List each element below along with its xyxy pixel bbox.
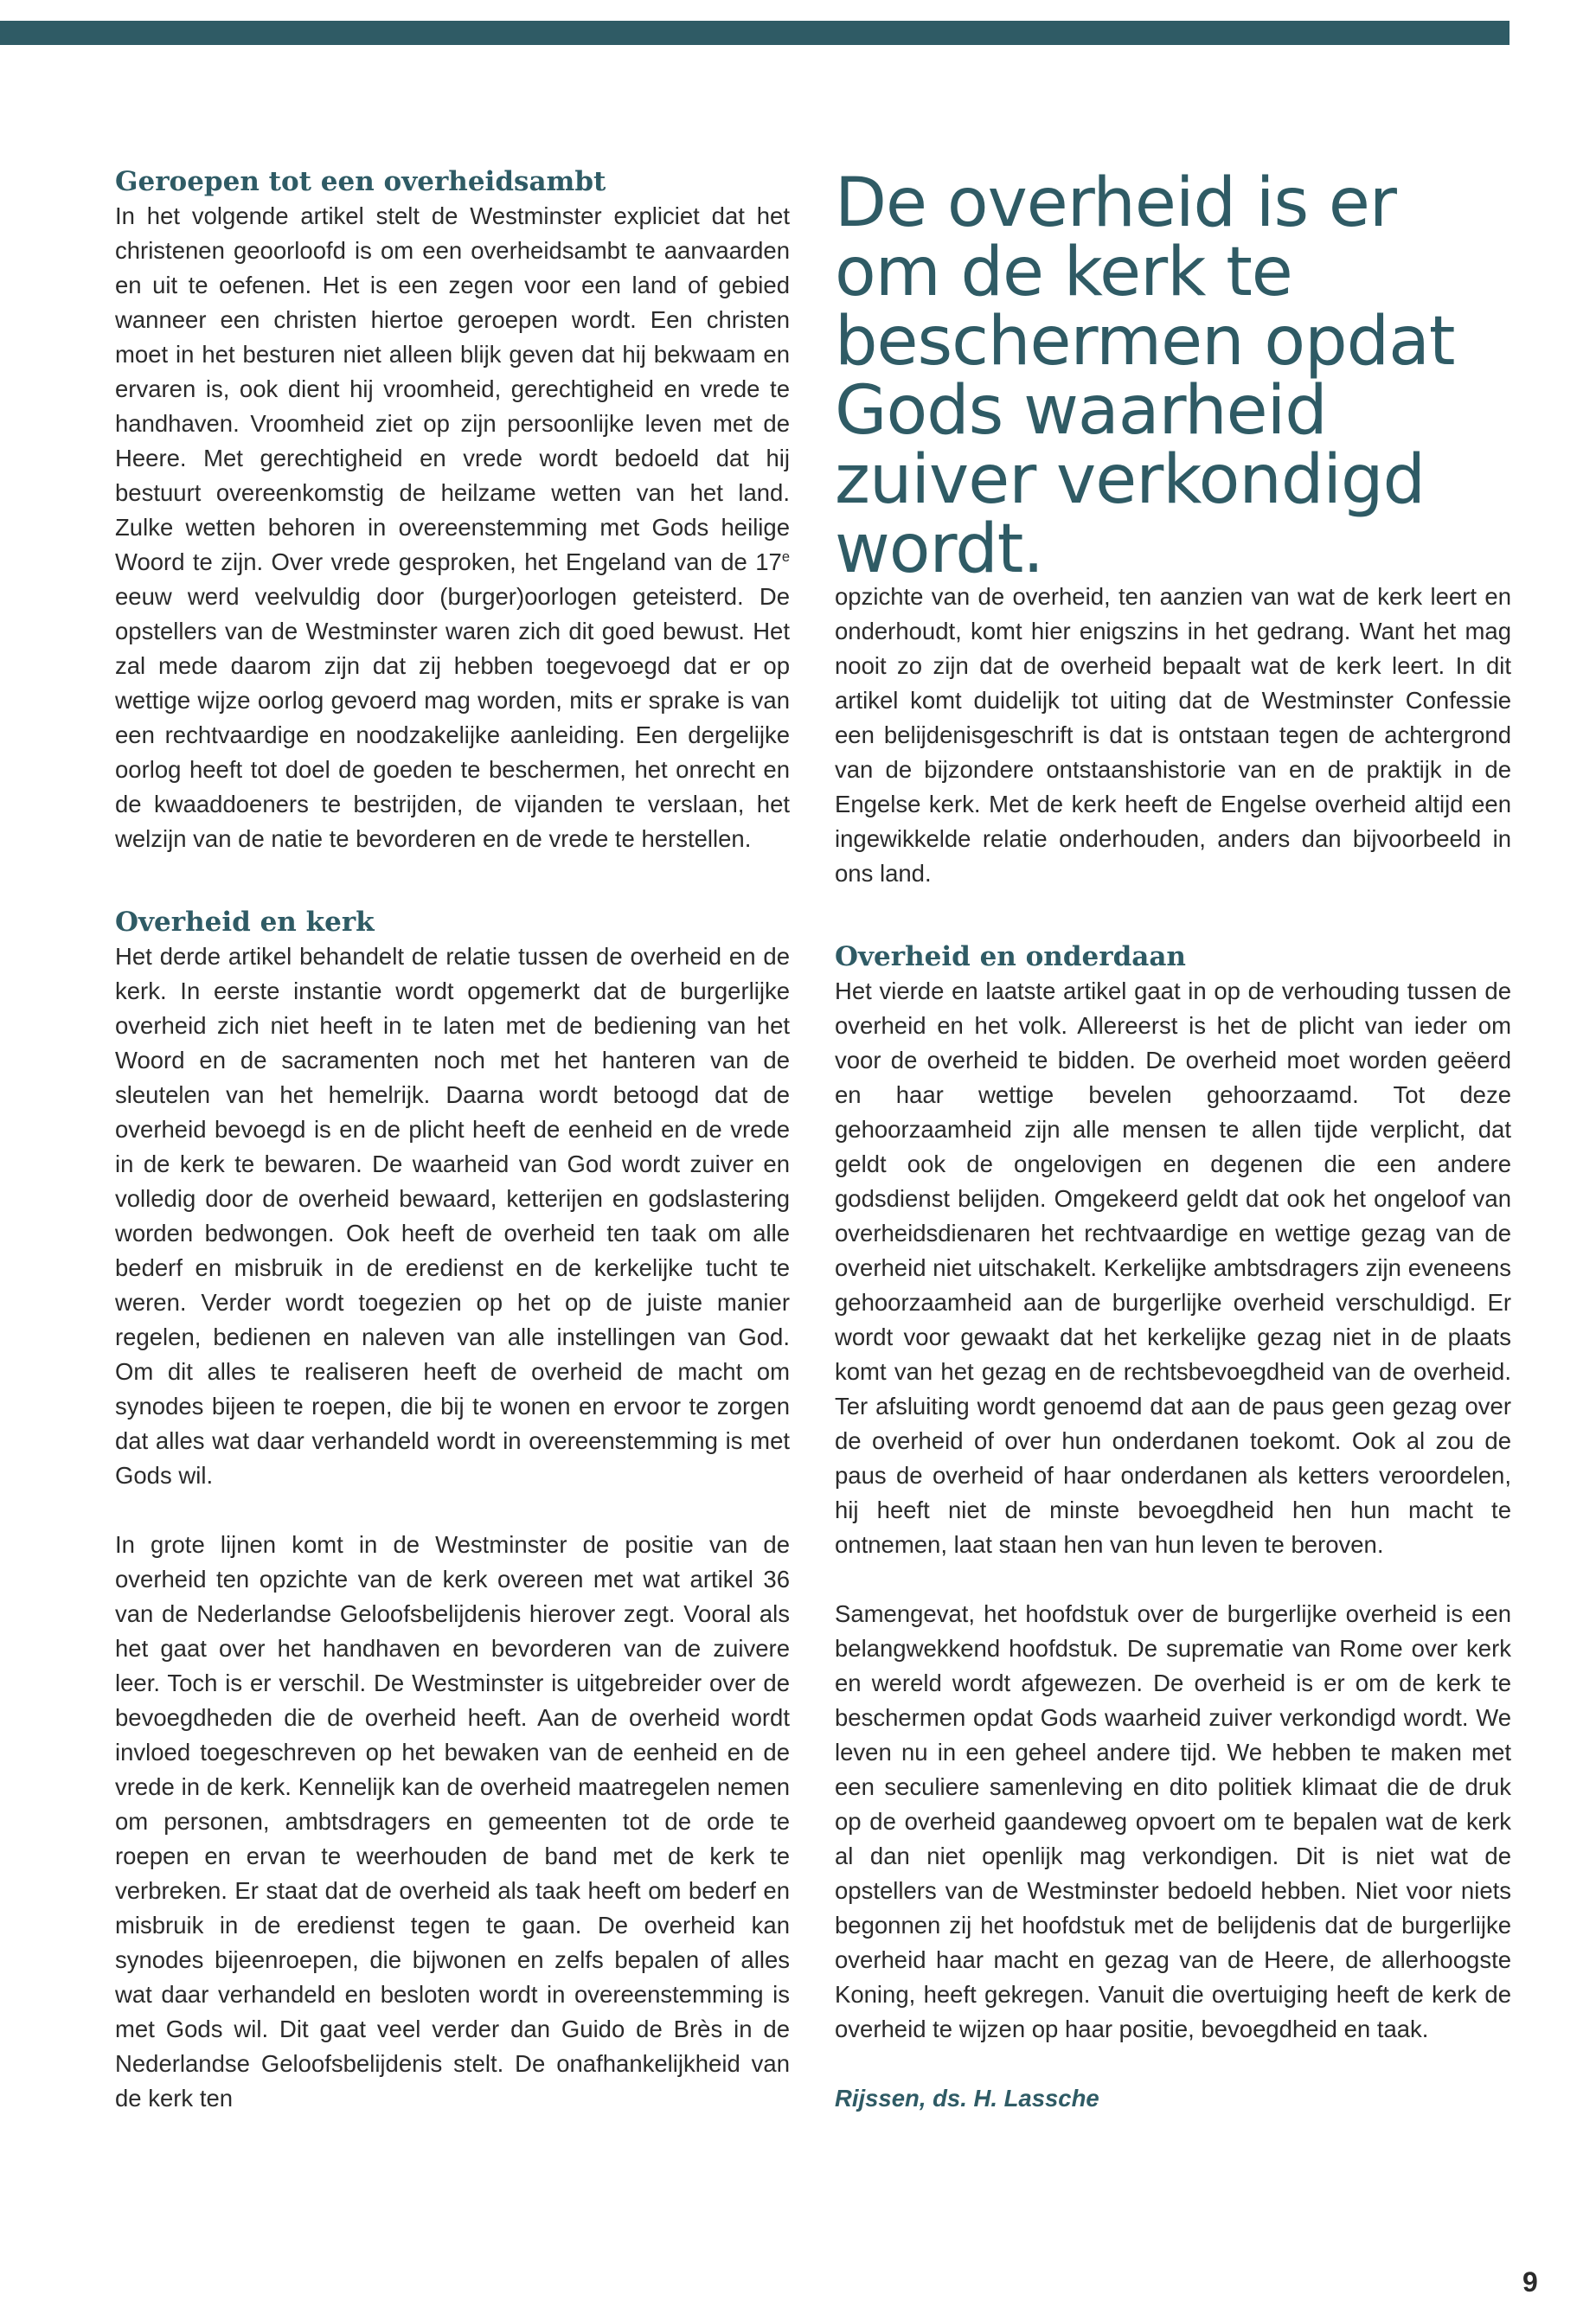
pull-quote: De overheid is er om de kerk te beschermen opdat Gods waarheid zuiver verkondigd wordt.	[835, 164, 1455, 588]
paragraph-text: In het volgende artikel stelt de Westminster expliciet dat het christenen geoorloofd is om een overheidsambt te aanvaarden en uit te oefenen. Het is een zegen voor een land of gebied wanneer een christen hiertoe geroepen wordt. Een christen moet in het besturen niet alleen blijk geven dat hij bekwaam en ervaren is, ook dient hij vroomheid, gerechtigheid en vrede te handhaven. Vroomheid ziet op zijn persoonlijke leven met de Heere. Met gerechtigheid en vrede wordt bedoeld dat hij bestuurt overeenkomstig de heilzame wetten van het land. Zulke wetten behoren in overeenstemming met Gods heilige Woord te zijn. Over vrede gesproken, het Engeland van de 17	[115, 202, 790, 575]
paragraph-geroepen	[115, 199, 790, 856]
paragraph-overheid-en-onderdaan: Het vierde en laatste artikel gaat in op de verhouding tussen de overheid en het volk. Allereerst is het de plicht van ieder om voor de overheid te bidden. De overheid moet worden geëerd en haar wettige bevelen gehoorzaamd. Tot deze gehoorzaamheid zijn alle mensen te allen tijde verplicht, dat geldt ook de ongelovigen en degenen die een andere godsdienst belijden. Omgekeerd geldt dat ook het ongeloof van overheidsdienaren het rechtvaardige en wettige gezag van de overheid niet uitschakelt. Kerkelijke ambtsdragers zijn eveneens gehoorzaamheid aan de burgerlijke overheid verschuldigd. Er wordt voor gewaakt dat het kerkelijke gezag niet in de plaats komt van het gezag en de rechtsbevoegdheid van de overheid. Ter afsluiting wordt genoemd dat aan de paus geen gezag over de overheid of over hun onderdanen toekomt. Ook al zou de paus de overheid of haar onderdanen als ketters veroordelen, hij heeft niet de minste bevoegdheid hen hun macht te ontnemen, laat staan hen van hun leven te beroven.	[835, 977, 1511, 1558]
author-signature: Rijssen, ds. H. Lassche	[835, 2085, 1099, 2112]
left-column	[115, 164, 790, 2116]
right-column	[835, 580, 1511, 2116]
section-heading-overheid-en-kerk: Overheid en kerk	[115, 907, 375, 938]
paragraph-text-continued: eeuw werd veelvuldig door (burger)oorlogen geteisterd. De opstellers van de Westminster waren zich dit goed bewust. Het zal mede daarom zijn dat zij hebben toegevoegd dat er op wettige wijze oorlog gevoerd mag worden, mits er sprake is van een rechtvaardige en noodzakelijke aanleiding. Een dergelijke oorlog heeft tot doel de goeden te beschermen, het onrecht en de kwaaddoeners te bestrijden, de vijanden te verslaan, het welzijn van de natie te bevorderen en de vrede te herstellen.	[115, 583, 790, 852]
section-heading-geroepen: Geroepen tot een overheidsambt	[115, 166, 606, 197]
paragraph-continued: opzichte van de overheid, ten aanzien van wat de kerk leert en onderhoudt, komt hier enigszins in het gedrang. Want het mag nooit zo zijn dat de overheid bepaalt wat de kerk leert. In dit artikel komt duidelijk tot uiting dat de Westminster Confessie een belijdenisgeschrift is dat is ontstaan tegen de achtergrond van de bijzondere ontstaanshistorie van en de praktijk in de Engelse kerk. Met de kerk heeft de Engelse overheid altijd een ingewikkelde relatie onderhouden, anders dan bijvoorbeeld in ons land.	[835, 583, 1511, 887]
superscript: e	[781, 548, 790, 565]
page-number: 9	[1522, 2266, 1538, 2298]
top-color-bar	[0, 21, 1509, 45]
paragraph-overheid-en-kerk: Het derde artikel behandelt de relatie tussen de overheid en de kerk. In eerste instantie wordt opgemerkt dat de burgerlijke overheid zich niet heeft in te laten met de bediening van het Woord en de sacramenten noch met het hanteren van de sleutelen van het hemelrijk. Daarna wordt betoogd dat de overheid bevoegd is en de plicht heeft de eenheid en de vrede in de kerk te bewaren. De waarheid van God wordt zuiver en volledig door de overheid bewaard, ketterijen en godslastering worden bedwongen. Ook heeft de overheid ten taak om alle bederf en misbruik in de eredienst en de kerkelijke tucht te weren. Verder wordt toegezien op het op de juiste manier regelen, bedienen en naleven van alle instellingen van God. Om dit alles te realiseren heeft de overheid de macht om synodes bijeen te roepen, die bij te wonen en ervoor te zorgen dat alles wat daar verhandeld wordt in overeenstemming is met Gods wil.	[115, 943, 790, 1489]
section-heading-overheid-en-onderdaan: Overheid en onderdaan	[835, 941, 1186, 972]
paragraph-grote-lijnen: In grote lijnen komt in de Westminster de positie van de overheid ten opzichte van de kerk overeen met wat artikel 36 van de Nederlandse Geloofsbelijdenis hierover zegt. Vooral als het gaat over het handhaven en bevorderen van de zuivere leer. Toch is er verschil. De Westminster is uitgebreider over de bevoegdheden die de overheid heeft. Aan de overheid wordt invloed toegeschreven op het bewaken van de eenheid en de vrede in de kerk. Kennelijk kan de overheid maatregelen nemen om personen, ambtsdragers en gemeenten tot de orde te roepen en ervan te weerhouden de band met de kerk te verbreken. Er staat dat de overheid als taak heeft om bederf en misbruik in de eredienst tegen te gaan. De overheid kan synodes bijeenroepen, die bijwonen en zelfs bepalen of alles wat daar verhandeld en besloten wordt in overeenstemming is met Gods wil. Dit gaat veel verder dan Guido de Brès in de Nederlandse Geloofsbelijdenis stelt. De onafhankelijkheid van de kerk ten	[115, 1531, 790, 2112]
paragraph-samengevat: Samengevat, het hoofdstuk over de burgerlijke overheid is een belangwekkend hoofdstuk. De suprematie van Rome over kerk en wereld wordt afgewezen. De overheid is er om de kerk te beschermen opdat Gods waarheid zuiver verkondigd wordt. We leven nu in een geheel andere tijd. We hebben te maken met een seculiere samenleving en dito politiek klimaat die de druk op de overheid gaandeweg opvoert om te bepalen wat de kerk al dan niet openlijk mag verkondigen. Dit is niet wat de opstellers van de Westminster bedoeld hebben. Niet voor niets begonnen zij het hoofdstuk met de belijdenis dat de burgerlijke overheid haar macht en gezag van de Heere, de allerhoogste Koning, heeft gekregen. Vanuit die overtuiging heeft de kerk de overheid te wijzen op haar positie, bevoegdheid en taak.	[835, 1600, 1511, 2042]
